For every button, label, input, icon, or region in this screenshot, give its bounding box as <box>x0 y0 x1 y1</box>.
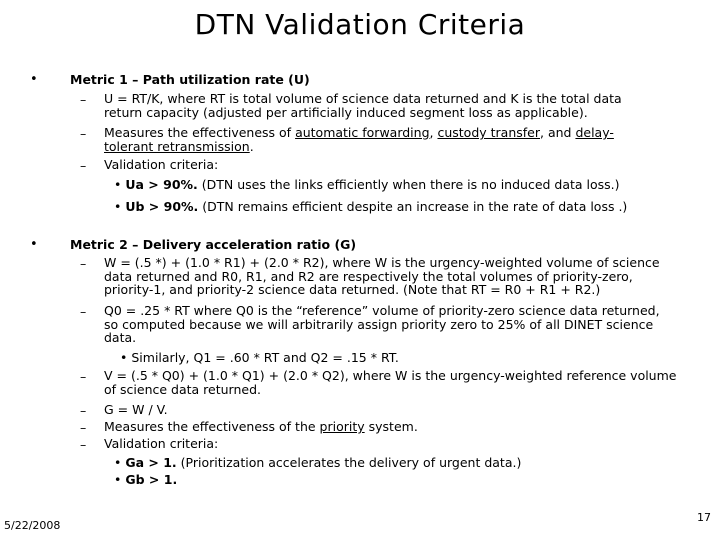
metric-2-heading: Metric 2 – Delivery acceleration ratio (G) <box>70 237 357 252</box>
dash-marker: – <box>80 256 87 271</box>
text-fragment: , <box>429 125 438 140</box>
criterion-text: (Prioritization accelerates the delivery of urgent data.) <box>180 455 522 470</box>
link-priority: priority <box>319 419 365 434</box>
metric-2-criterion-b <box>114 472 177 487</box>
metric-2-item-v <box>104 369 704 396</box>
text-line: return capacity (adjusted per artificially induced segment loss as applicable). <box>104 104 588 120</box>
metric-1-item-validation: Validation criteria: <box>104 157 219 172</box>
metric-1-criterion-a <box>114 177 620 192</box>
link-delay-tolerant-cont: tolerant retransmission <box>104 138 250 154</box>
metric-2-item-validation: Validation criteria: <box>104 436 219 451</box>
footer-date: 5/22/2008 <box>4 519 61 532</box>
sub-bullet: • <box>114 177 122 192</box>
bullet-metric-2: • <box>30 237 38 252</box>
dash-marker: – <box>80 126 87 141</box>
sub-bullet: • <box>114 455 122 470</box>
link-automatic-forwarding: automatic forwarding <box>295 125 430 140</box>
sub-bullet: • <box>114 472 122 487</box>
text-line: Q0 = .25 * RT where Q0 is the “reference” volume of priority-zero science data returned, <box>104 303 660 318</box>
dash-marker: – <box>80 158 87 173</box>
dash-marker: – <box>80 369 87 384</box>
metric-2-criterion-a <box>114 455 521 470</box>
dash-marker: – <box>80 92 87 107</box>
slide-title: DTN Validation Criteria <box>194 8 526 41</box>
text-fragment: Measures the effectiveness of the <box>104 419 320 434</box>
text-line: so computed because we will arbitrarily assign priority zero to 25% of all DINET science <box>104 316 654 332</box>
dash-marker: – <box>80 420 87 435</box>
metric-1-heading: Metric 1 – Path utilization rate (U) <box>70 72 310 87</box>
text-fragment: . <box>249 138 254 154</box>
dash-marker: – <box>80 403 87 418</box>
criterion-symbol: Ga > 1. <box>125 455 177 470</box>
metric-2-similarly <box>120 350 399 365</box>
page-number: 17 <box>697 511 711 524</box>
text-line: priority-1, and priority-2 science data returned. (Note that RT = R0 + R1 + R2.) <box>104 282 601 297</box>
dash-marker: – <box>80 437 87 452</box>
link-delay-tolerant: delay- <box>575 125 614 140</box>
bullet-metric-1: • <box>30 72 38 87</box>
text-line: W = (.5 *) + (1.0 * R1) + (2.0 * R2), where W is the urgency-weighted volume of science <box>104 255 660 270</box>
criterion-text: (DTN remains efficient despite an increase in the rate of data loss .) <box>202 199 628 214</box>
metric-1-criterion-b <box>114 199 627 214</box>
text-fragment: Measures the effectiveness of <box>104 125 296 140</box>
similarly-text: Similarly, Q1 = .60 * RT and Q2 = .15 * RT. <box>131 350 399 365</box>
criterion-symbol: Ua > 90%. <box>125 177 198 192</box>
criterion-symbol: Ub > 90%. <box>125 199 199 214</box>
text-line: U = RT/K, where RT is total volume of science data returned and K is the total data <box>104 91 622 106</box>
metric-2-item-q0 <box>104 304 704 345</box>
metric-1-item-measures <box>104 126 704 153</box>
sub-bullet: • <box>120 350 128 365</box>
sub-bullet: • <box>114 199 122 214</box>
text-line: data returned and R0, R1, and R2 are respectively the total volumes of priority-zero, <box>104 268 633 284</box>
criterion-text: (DTN uses the links efficiently when there is no induced data loss.) <box>201 177 620 192</box>
text-fragment: system. <box>364 419 418 434</box>
dash-marker: – <box>80 304 87 319</box>
text-fragment: , and <box>540 125 576 140</box>
metric-2-item-g: G = W / V. <box>104 402 168 417</box>
text-line: data. <box>104 330 137 345</box>
metric-2-item-w <box>104 256 704 297</box>
metric-2-item-measures <box>104 420 704 434</box>
text-line: of science data returned. <box>104 381 261 397</box>
metric-1-item-formula <box>104 92 704 119</box>
text-line: V = (.5 * Q0) + (1.0 * Q1) + (2.0 * Q2), where W is the urgency-weighted reference volume <box>104 368 677 383</box>
criterion-symbol: Gb > 1. <box>125 472 178 487</box>
link-custody-transfer: custody transfer <box>437 125 540 140</box>
